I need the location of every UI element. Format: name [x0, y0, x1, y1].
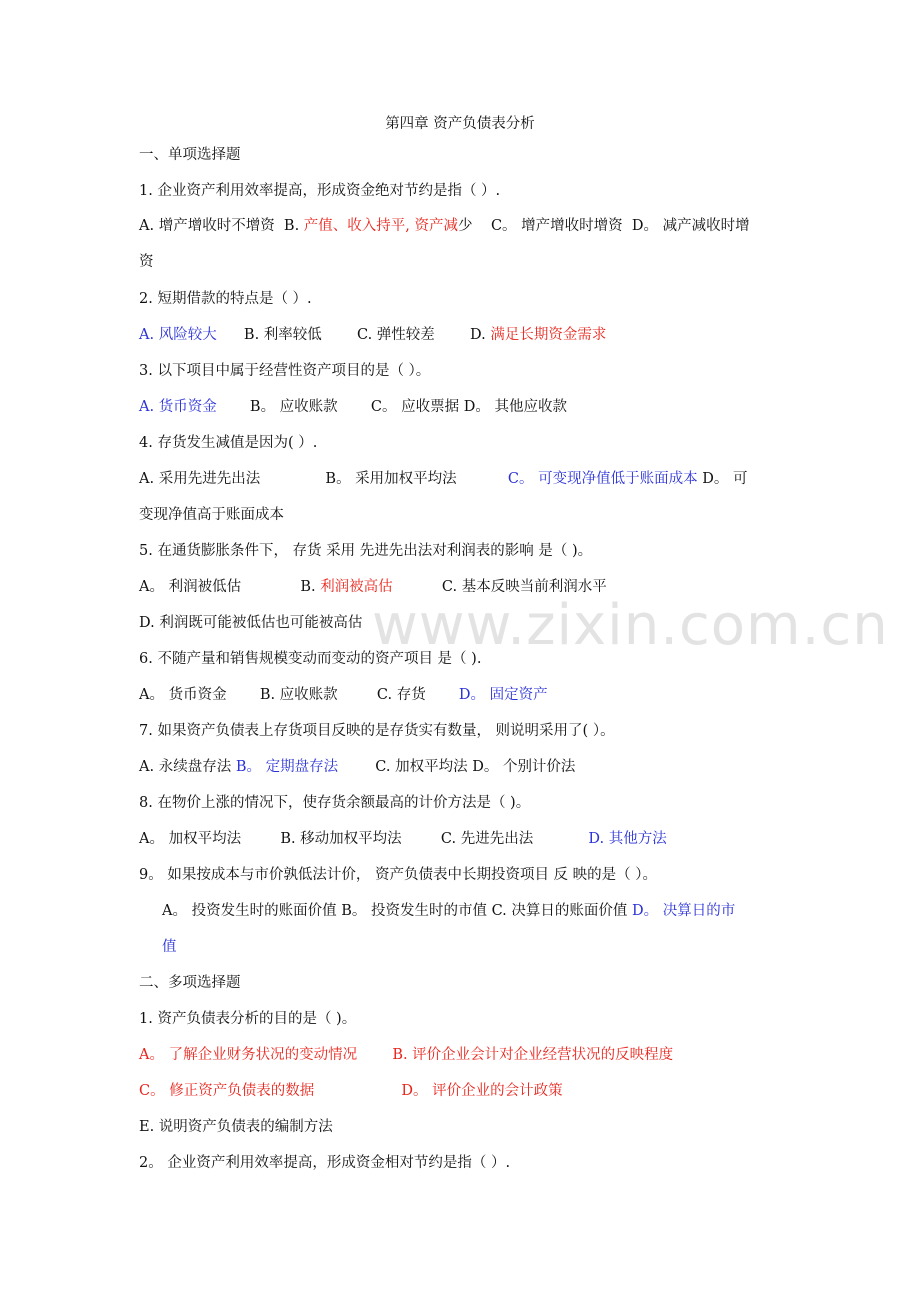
watermark: www.zixin.com.cn	[372, 593, 889, 658]
q9-option-a: A。 投资发生时的账面价值	[162, 903, 337, 919]
q1-option-d: D。 减产减收时增	[631, 218, 750, 234]
question-3-options	[139, 397, 567, 417]
question-6-options	[139, 685, 548, 705]
question-3-stem: 3. 以下项目中属于经营性资产项目的是（ ）。	[139, 363, 431, 379]
q8-option-c: C. 先进先出法	[440, 831, 534, 847]
q8-option-a: A。 加权平均法	[139, 831, 242, 847]
q4-option-d: D。 可	[702, 471, 748, 487]
q8-option-b: B. 移动加权平均法	[280, 831, 402, 847]
question-7-stem: 7. 如果资产负债表上存货项目反映的是存货实有数量， 则说明采用了( ）。	[139, 723, 615, 739]
q1-option-c: C。 增产增收时增资	[490, 218, 623, 234]
question-5-stem: 5. 在通货膨胀条件下， 存货 采用 先进先出法对利润表的影响 是（ )。	[139, 543, 593, 559]
q2-option-b: B. 利率较低	[243, 327, 322, 343]
question-2-options	[139, 325, 606, 345]
question-4-options	[139, 469, 747, 489]
q5-option-c: C. 基本反映当前利润水平	[441, 579, 607, 595]
question-1-options	[139, 216, 750, 236]
q2-option-d-answer: 满足长期资金需求	[490, 327, 607, 343]
q3-option-b: B。 应收账款	[249, 399, 338, 415]
q4-option-a: A. 采用先进先出法	[139, 471, 261, 487]
question-8-stem: 8. 在物价上涨的情况下，使存货余额最高的计价方法是（ )。	[139, 795, 531, 811]
q3-option-d: D。 其他应收款	[463, 399, 567, 415]
multi-question-1-options-cd	[139, 1081, 563, 1101]
q4-option-d-continued: 变现净值高于账面成本	[139, 507, 284, 523]
q1-option-b-answer: 产值、收入持平, 资产减	[303, 218, 459, 234]
q2-option-c: C. 弹性较差	[357, 327, 435, 343]
q6-option-c: C. 存货	[376, 687, 426, 703]
question-8-options	[139, 829, 667, 849]
m1-option-b: B. 评价企业会计对企业经营状况的反映程度	[392, 1047, 674, 1063]
m1-option-a: A。 了解企业财务状况的变动情况	[139, 1047, 358, 1063]
q6-option-a: A。 货币资金	[139, 687, 227, 703]
question-2-stem: 2. 短期借款的特点是（ ）.	[139, 291, 312, 307]
section-heading-multiple-choice: 二、多项选择题	[139, 975, 241, 991]
q1-option-d-continued: 资	[139, 254, 154, 270]
question-1-stem: 1. 企业资产利用效率提高，形成资金绝对节约是指（ ）.	[139, 183, 501, 199]
q1-option-b-label: B.	[283, 218, 300, 234]
multi-question-2-stem: 2。 企业资产利用效率提高，形成资金相对节约是指（ ）.	[139, 1155, 511, 1171]
question-5-options	[139, 577, 607, 597]
q5-option-b-label: B.	[300, 579, 316, 595]
m1-option-d: D。 评价企业的会计政策	[401, 1083, 563, 1099]
q3-option-c: C。 应收票据	[370, 399, 460, 415]
q9-option-d-continued: 值	[162, 939, 177, 955]
question-9-options	[162, 901, 735, 921]
q9-option-d: D。 决算日的市	[631, 903, 736, 919]
chapter-title: 第四章 资产负债表分析	[385, 116, 535, 132]
q8-option-d: D. 其他方法	[588, 831, 667, 847]
multi-question-1-stem: 1. 资产负债表分析的目的是（ )。	[139, 1011, 357, 1027]
q1-option-a: A. 增产增收时不增资	[139, 218, 275, 234]
m1-option-c: C。 修正资产负债表的数据	[139, 1083, 315, 1099]
q9-option-b: B。 投资发生时的市值	[341, 903, 487, 919]
q5-option-a: A。 利润被低估	[139, 579, 242, 595]
q1-option-b-tail: 少	[458, 218, 473, 234]
question-6-stem: 6. 不随产量和销售规模变动而变动的资产项目 是（ ).	[139, 651, 482, 667]
q3-option-a: A. 货币资金	[139, 399, 217, 415]
m1-option-e: E. 说明资产负债表的编制方法	[139, 1119, 333, 1135]
question-7-options	[139, 757, 575, 777]
question-4-stem: 4. 存货发生减值是因为( ）.	[139, 435, 318, 451]
q4-option-c: C。 可变现净值低于账面成本	[507, 471, 698, 487]
q4-option-b: B。 采用加权平均法	[325, 471, 457, 487]
q5-option-d: D. 利润既可能被低估也可能被高估	[139, 615, 363, 631]
q5-option-b-answer: 利润被高估	[320, 579, 393, 595]
section-heading-single-choice: 一、单项选择题	[139, 147, 241, 163]
q7-option-c: C. 加权平均法	[375, 759, 468, 775]
q7-option-d: D。 个别计价法	[472, 759, 576, 775]
q9-option-c: C. 决算日的账面价值	[491, 903, 628, 919]
q7-option-b: B。 定期盘存法	[235, 759, 339, 775]
q2-option-d-label: D.	[470, 327, 486, 343]
multi-question-1-options-ab	[139, 1045, 673, 1065]
q2-option-a: A. 风险较大	[139, 327, 217, 343]
question-9-stem: 9。 如果按成本与市价孰低法计价， 资产负债表中长期投资项目 反 映的是（ ）。	[139, 867, 658, 883]
q6-option-b: B. 应收账款	[259, 687, 338, 703]
q7-option-a: A. 永续盘存法	[139, 759, 232, 775]
q6-option-d: D。 固定资产	[458, 687, 548, 703]
